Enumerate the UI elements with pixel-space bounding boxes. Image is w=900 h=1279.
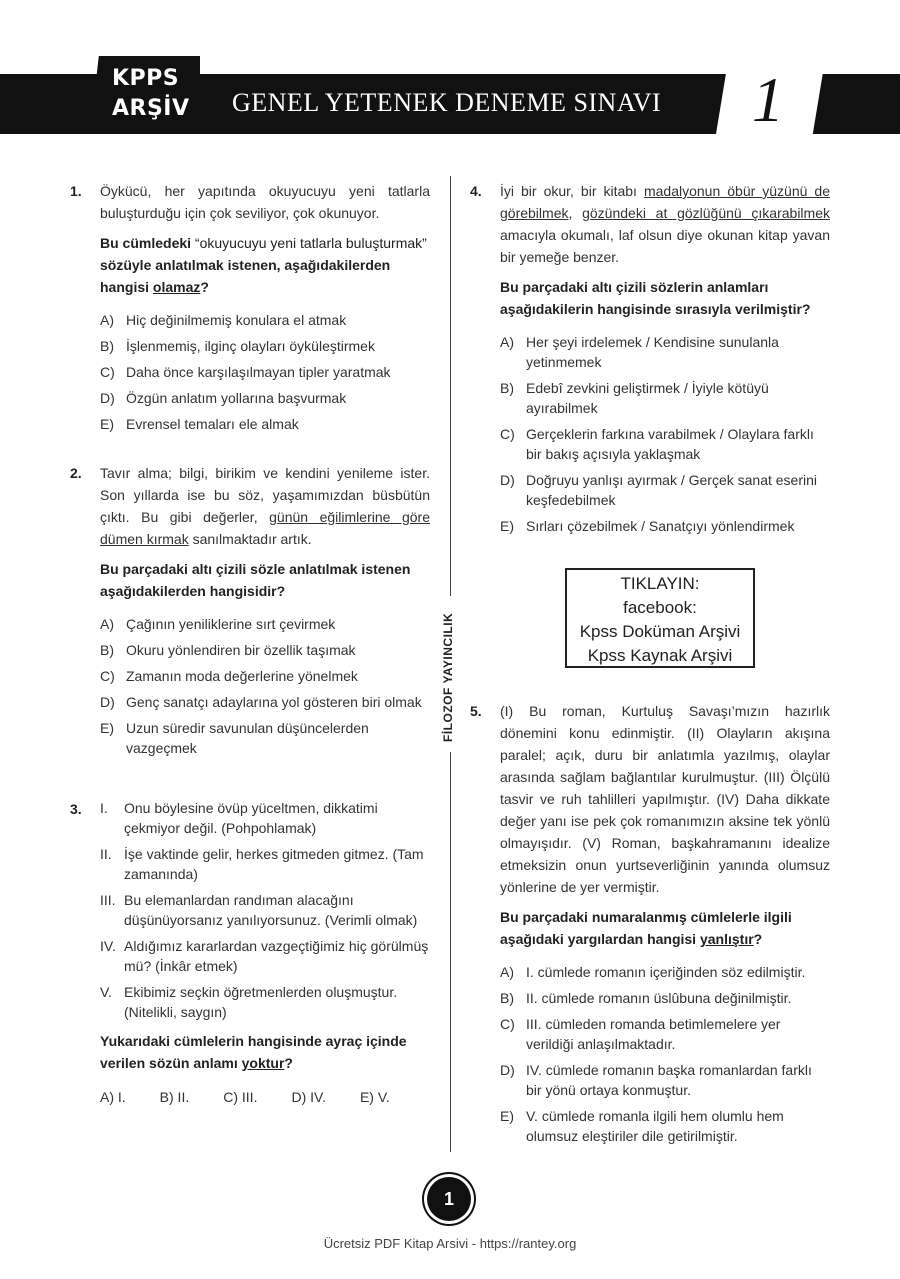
option-letter: C): [100, 364, 115, 380]
answer-option[interactable]: [100, 614, 430, 634]
answer-option[interactable]: E) V.: [359, 1089, 390, 1105]
option-text: Evrensel temaları ele almak: [126, 416, 299, 432]
test-number: 1: [752, 64, 784, 135]
statement: [100, 890, 430, 930]
option-text: Genç sanatçı adaylarına yol gösteren biri olmak: [126, 694, 422, 710]
prompt-negation: yoktur: [241, 1055, 285, 1071]
prompt-end: ?: [284, 1055, 293, 1071]
question-text: (I) Bu roman, Kurtuluş Savaşı’mızın hazırlık dönemini konu edinmiştir. (II) Olayların akışına paralel; açık, duru bir anlatımla yazılmış, olaylar arasında sağlam bağlantılar kurulmuştur. (III) Ölçülü tasvir ve ruh tahlilleri yapılmıştır. (IV) Daha dikkate değer yanı ise pek çok romanımızın aksine tek yönlü olmayışıdır. (V) Roman, başkahramanını idealize etmeksizin onun yurtseverliğinin yanında olumsuz yönlerine de yer vermiştir.: [500, 703, 830, 895]
statement-text: Onu böylesine övüp yüceltmen, dikkatimi çekmiyor değil. (Pohpohlamak): [124, 800, 378, 836]
column-divider: [450, 176, 451, 596]
option-text: Uzun süredir savunulan düşüncelerden vazgeçmek: [126, 720, 369, 756]
roman-numeral: I.: [100, 800, 108, 816]
question-text: [100, 462, 430, 550]
footer-text[interactable]: Ücretsiz PDF Kitap Arsivi - https://rantey.org: [323, 1236, 577, 1251]
question-4: [470, 180, 830, 536]
answer-option[interactable]: [100, 362, 430, 382]
option-letter: C): [500, 426, 515, 442]
option-text: Gerçeklerin farkına varabilmek / Olaylara farklı bir bakış açısıyla yaklaşmak: [526, 426, 814, 462]
question-prompt: [100, 232, 430, 298]
question-number: 5.: [470, 703, 482, 719]
option-text: V. cümlede romanla ilgili hem olumlu hem olumsuz eleştiriler dile getirilmiştir.: [526, 1108, 784, 1144]
question-number: 2.: [70, 465, 82, 481]
option-text: Zamanın moda değerlerine yönelmek: [126, 668, 358, 684]
text-part: amacıyla okumalı, laf olsun diye okunan kitap yavan bir yemeğe benzer.: [500, 227, 830, 265]
facebook-ad-box[interactable]: [565, 568, 755, 668]
prompt-end: ?: [753, 931, 763, 947]
statement: [100, 798, 430, 838]
question-prompt: [100, 1030, 430, 1074]
answer-option[interactable]: [100, 336, 430, 356]
prompt-negation: yanlıştır: [699, 931, 754, 947]
statement-text: Ekibimiz seçkin öğretmenlerden oluşmuştur. (Nitelikli, saygın): [124, 984, 398, 1020]
text-part: Tavır alma; bilgi, birikim ve kendini yenileme ister. Son yıllarda ise bu söz, yaşamımızdan büsbütün çıktı. Bu gibi değerler,: [100, 465, 430, 525]
question-3: [70, 798, 430, 1108]
kpps-arsiv-logo: [112, 64, 190, 124]
right-column: [470, 180, 830, 542]
option-text: İşlenmemiş, ilginç olayları öyküleştirmek: [126, 338, 375, 354]
option-text: Okuru yönlendiren bir özellik taşımak: [126, 642, 356, 658]
option-text: Edebî zevkini geliştirmek / İyiyle kötüyü ayırabilmek: [526, 380, 769, 416]
option-text: Özgün anlatım yollarına başvurmak: [126, 390, 347, 406]
prompt-end: ?: [200, 279, 209, 295]
statement: [100, 982, 430, 1022]
answer-option[interactable]: [500, 332, 830, 372]
statement: [100, 844, 430, 884]
option-letter: D): [500, 1062, 515, 1078]
option-letter: A): [500, 964, 514, 980]
ad-line: TIKLAYIN:: [620, 574, 700, 593]
answer-option[interactable]: [500, 988, 830, 1008]
roman-numeral: III.: [100, 892, 116, 908]
text-part: İyi bir okur, bir kitabı: [500, 183, 637, 199]
statement-text: Aldığımız kararlardan vazgeçtiğimiz hiç görülmüş mü? (İnkâr etmek): [124, 938, 429, 974]
answer-option[interactable]: [500, 1014, 830, 1054]
option-letter: A): [100, 616, 114, 632]
question-number: 1.: [70, 183, 82, 199]
underlined-phrase: gözündeki at gözlüğünü çıkarabilmek: [582, 205, 830, 221]
answer-option[interactable]: [500, 378, 830, 418]
question-1: [70, 180, 430, 434]
exam-title: GENEL YETENEK DENEME SINAVI: [232, 88, 662, 117]
prompt-part: sözüyle anlatılmak istenen, aşağıdakilerden hangisi: [100, 257, 391, 295]
answer-option[interactable]: C) III.: [223, 1089, 258, 1105]
option-text: Daha önce karşılaşılmayan tipler yaratmak: [126, 364, 391, 380]
option-letter: E): [100, 416, 114, 432]
publisher-label: FİLOZOF YAYINCILIK: [441, 612, 455, 742]
answer-option[interactable]: [500, 1106, 830, 1146]
answer-option[interactable]: [500, 470, 830, 510]
question-number: 3.: [70, 801, 82, 817]
text-part: ,: [568, 205, 573, 221]
ad-line: facebook:: [623, 598, 697, 617]
option-text: I. cümlede romanın içeriğinden söz edilmiştir.: [526, 964, 806, 980]
option-letter: C): [100, 668, 115, 684]
question-prompt: [500, 906, 830, 950]
statement: [100, 936, 430, 976]
option-letter: E): [100, 720, 114, 736]
question-5: [470, 700, 830, 1146]
option-text: Her şeyi irdelemek / Kendisine sunulanla yetinmemek: [526, 334, 779, 370]
page-number-badge: 1: [427, 1177, 471, 1221]
option-letter: B): [100, 338, 114, 354]
logo-line-2: ARŞİV: [112, 96, 190, 121]
statement-text: İşe vaktinde gelir, herkes gitmeden gitmez. (Tam zamanında): [124, 846, 424, 882]
option-letter: D): [100, 390, 115, 406]
option-letter: A): [500, 334, 514, 350]
column-divider: [450, 752, 451, 1152]
statement-text: Bu elemanlardan randıman alacağını düşünüyorsanız yanılıyorsunuz. (Verimli olmak): [124, 892, 418, 928]
option-text: Çağının yeniliklerine sırt çevirmek: [126, 616, 336, 632]
option-text: Hiç değinilmemiş konulara el atmak: [126, 312, 347, 328]
answer-option[interactable]: [500, 424, 830, 464]
question-prompt: Bu parçadaki altı çizili sözlerin anlamları aşağıdakilerin hangisinde sırasıyla verilmiştir?: [500, 279, 811, 317]
left-column: [70, 180, 430, 1108]
prompt-part: Yukarıdaki cümlelerin hangisinde ayraç içinde verilen sözün anlamı: [100, 1033, 407, 1071]
answer-option[interactable]: [500, 1060, 830, 1100]
ad-line: Kpss Kaynak Arşivi: [587, 646, 733, 665]
option-letter: B): [100, 642, 114, 658]
option-text: III. cümleden romanda betimlemelere yer verildiği anlaşılmaktadır.: [526, 1016, 781, 1052]
option-text: II. cümlede romanın üslûbuna değinilmiştir.: [526, 990, 792, 1006]
text-part: sanılmaktadır artık.: [192, 531, 312, 547]
answer-option[interactable]: [500, 962, 830, 982]
option-letter: B): [500, 990, 514, 1006]
right-column-lower: [470, 700, 830, 1152]
answer-option[interactable]: A) I.: [100, 1089, 126, 1105]
answer-option[interactable]: B) II.: [159, 1089, 190, 1105]
underlined-phrase: günün eğilimlerine göre dümen kırmak: [100, 509, 430, 547]
option-text: Sırları çözebilmek / Sanatçıyı yönlendirmek: [526, 518, 795, 534]
option-letter: C): [500, 1016, 515, 1032]
answer-option[interactable]: [100, 388, 430, 408]
logo-line-1: KPPS: [112, 66, 180, 91]
option-text: IV. cümlede romanın başka romanlardan farklı bir yönü ortaya konmuştur.: [526, 1062, 812, 1098]
roman-numeral: V.: [100, 984, 112, 1000]
option-letter: B): [500, 380, 514, 396]
roman-numeral: IV.: [100, 938, 116, 954]
roman-numeral: II.: [100, 846, 112, 862]
prompt-part: Bu cümledeki: [100, 235, 192, 251]
prompt-part: Bu parçadaki numaralanmış cümlelerle ilgili aşağıdaki yargılardan hangisi: [500, 909, 792, 947]
answer-options-row: [100, 1086, 430, 1108]
question-2: [70, 462, 430, 758]
header-decoration: [826, 74, 900, 134]
ad-line: Kpss Doküman Arşivi: [579, 622, 741, 641]
prompt-negation: olamaz: [152, 279, 201, 295]
answer-option[interactable]: D) IV.: [291, 1089, 326, 1105]
question-text: [500, 180, 830, 268]
question-text: Öykücü, her yapıtında okuyucuyu yeni tatlarla buluşturduğu için çok seviliyor, çok okunuyor.: [100, 183, 430, 221]
answer-option[interactable]: [100, 718, 430, 758]
option-letter: E): [500, 1108, 514, 1124]
prompt-quote: “okuyucuyu yeni tatlarla buluşturmak”: [194, 235, 427, 251]
answer-option[interactable]: [100, 666, 430, 686]
answer-option[interactable]: [100, 414, 430, 434]
question-prompt: Bu parçadaki altı çizili sözle anlatılmak istenen aşağıdakilerden hangisidir?: [100, 561, 411, 599]
answer-option[interactable]: [100, 640, 430, 660]
option-letter: D): [100, 694, 115, 710]
option-letter: E): [500, 518, 514, 534]
question-number: 4.: [470, 183, 482, 199]
option-letter: D): [500, 472, 515, 488]
underlined-phrase: madalyonun öbür yüzünü de görebilmek: [500, 183, 830, 221]
answer-option[interactable]: [100, 310, 430, 330]
answer-option[interactable]: [500, 516, 830, 536]
option-text: Doğruyu yanlışı ayırmak / Gerçek sanat eserini keşfedebilmek: [526, 472, 818, 508]
option-letter: A): [100, 312, 114, 328]
answer-option[interactable]: [100, 692, 430, 712]
